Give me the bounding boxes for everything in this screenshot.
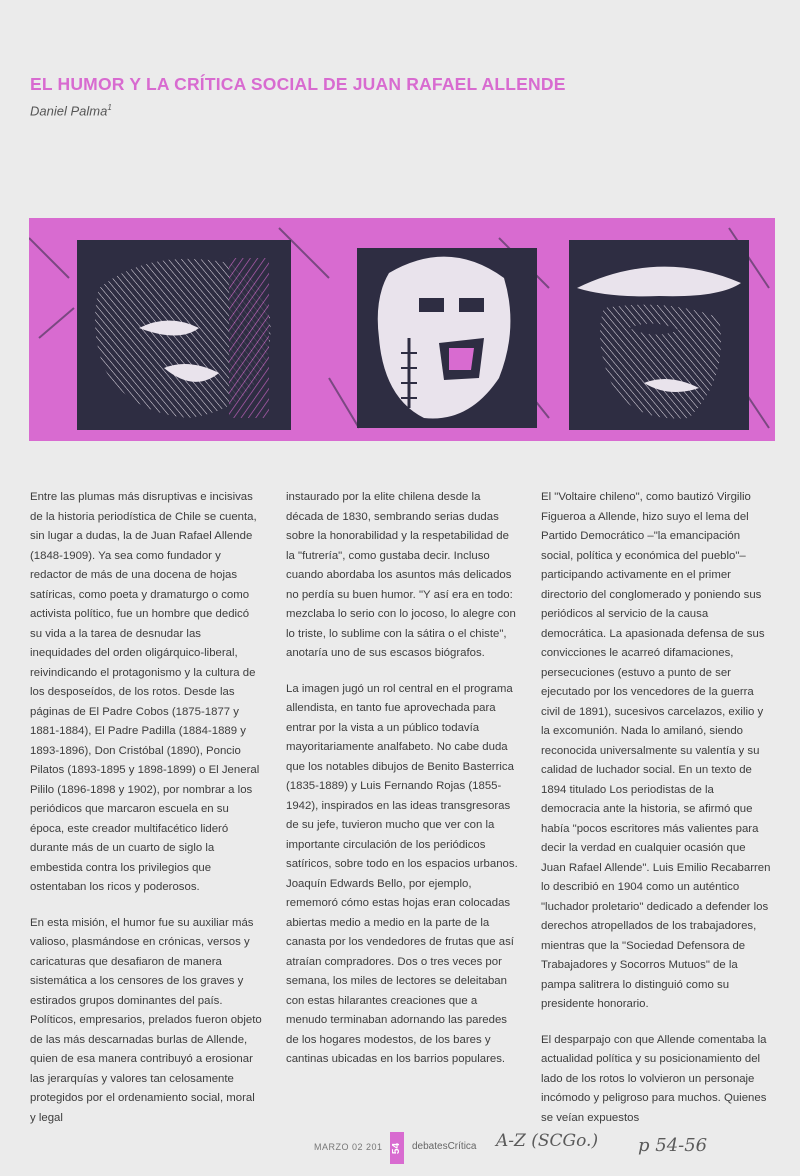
page-footer xyxy=(300,1128,770,1168)
paragraph: instaurado por la elite chilena desde la década de 1830, sembrando serias dudas sobre la honorabilidad y la respetabilidad de la "futrería", como gustaba decir. Incluso cuando abordaba los asuntos más delicados no perdía su buen humor. "Y así era en todo: mezclaba lo serio con lo jocoso, lo alegre con lo triste, lo sublime con la sátira o el chiste", anotaría uno de sus escasos biógrafos. xyxy=(286,491,516,659)
page-number-box xyxy=(390,1132,404,1164)
article-title: EL HUMOR Y LA CRÍTICA SOCIAL DE JUAN RAFAEL ALLENDE xyxy=(30,74,566,94)
paragraph: En esta misión, el humor fue su auxiliar más valioso, plasmándose en crónicas, versos y caricaturas que desafiaron de manera sistemática a los censores de los graves y estirados grupos dominantes del país. Políticos, empresarios, prelados fueron objeto de las más descarnadas burlas de Allende, quien de esa manera contribuyó a erosionar las jerarquías y valores tan celosamente protegidos por el ordenamiento social, moral y legal xyxy=(30,916,262,1124)
woodcut-banner xyxy=(29,218,775,441)
page-number: 54 xyxy=(391,1142,403,1154)
paragraph: El desparpajo con que Allende comentaba la actualidad política y su posicionamiento del lado de los rotos lo volvieron un personaje incómodo y peligroso para muchos. Quienes se veían expuestos xyxy=(541,1033,767,1124)
magazine-brand: debatesCrítica xyxy=(412,1141,477,1152)
center-face-panel xyxy=(357,248,537,428)
text-column-3 xyxy=(541,488,773,1144)
paragraph: La imagen jugó un rol central en el programa allendista, en tanto fue aprovechada para entrar por la vista a un público todavía mayoritariamente analfabeto. No cabe duda que los notables dibujos de Benito Basterrica (1835-1889) y Luis Fernando Rojas (1855-1942), inspirados en las ideas transgresoras de su jefe, tuvieron mucho que ver con la importante circulación de los periódicos satíricos, sobre todo en los espacios urbanos. Joaquín Edwards Bello, por ejemplo, rememoró cómo estas hojas eran colocadas abiertas medio a medio en la parte de la canasta por los vendedores de frutas que así atraían compradores. Dos o tres veces por semana, los miles de lectores se deleitaban con estas hilarantes creaciones que a menudo terminaban adornando las paredes de los hogares modestos, de los bares y cantinas ubicadas en los barrios populares. xyxy=(286,682,518,1065)
paragraph: Entre las plumas más disruptivas e incisivas de la historia periodística de Chile se cuenta, sin lugar a dudas, la de Juan Rafael Allende (1848-1909). Ya sea como fundador y redactor de más de una docena de hojas satíricas, como poeta y dramaturgo o como activista político, fue un hombre que dedicó su vida a la tarea de desnudar las inequidades del orden oligárquico-liberal, reivindicando el protagonismo y la cultura de los desposeídos, de los rotos. Desde las páginas de El Padre Cobos (1875-1877 y 1881-1884), El Padre Padilla (1884-1889 y 1893-1896), Don Cristóbal (1890), Poncio Pilatos (1893-1895 y 1898-1899) o El Jeneral Pililo (1896-1898 y 1902), por nombrar a los periódicos que marcaron escuela en su época, este creador multifacético lideró durante más de un cuarto de siglo la embestida contra los privilegios que ostentaban los ricos y poderosos. xyxy=(30,491,260,893)
author-byline xyxy=(30,103,112,118)
right-face-panel xyxy=(569,240,749,430)
issue-label: MARZO 02 201 xyxy=(314,1142,383,1152)
author-name: Daniel Palma xyxy=(30,103,108,119)
handwritten-note-2: p 54-56 xyxy=(638,1135,708,1156)
woodcut-illustration xyxy=(29,218,775,441)
text-column-2 xyxy=(286,488,518,1086)
author-footnote-mark: 1 xyxy=(107,103,112,112)
left-face-panel xyxy=(77,240,291,430)
paragraph: El "Voltaire chileno", como bautizó Virgilio Figueroa a Allende, hizo suyo el lema del Partido Democrático –"la emancipación social, política y económica del pueblo"– participando activamente en el primer directorio del conglomerado y poniendo sus periódicos al servicio de la causa democrática. La apasionada defensa de sus convicciones le acarreó difamaciones, persecuciones (estuvo a punto de ser ejecutado por los vencedores de la guerra civil de 1891), sucesivos carcelazos, exilio y la excomunión. Nada lo amilanó, siendo reconocida universalmente su valentía y su calidad de luchador social. En un texto de 1894 titulado Los periodistas de la democracia ante la historia, se afirmó que había "pocos escritores más valientes para decir la verdad en cualquier ocasión que Juan Rafael Allende". Luis Emilio Recabarren lo describió en 1904 como un auténtico "luchador proletario" dedicado a defender los derechos atropellados de los trabajadores, mientras que la "Sociedad Defensora de Trabajadores y Socorros Mutuos" de la pampa salitrera lo distinguió como su presidente honorario. xyxy=(541,491,771,1010)
text-column-1 xyxy=(30,488,262,1144)
handwritten-note-1: A-Z (SCGo.) xyxy=(496,1131,599,1151)
